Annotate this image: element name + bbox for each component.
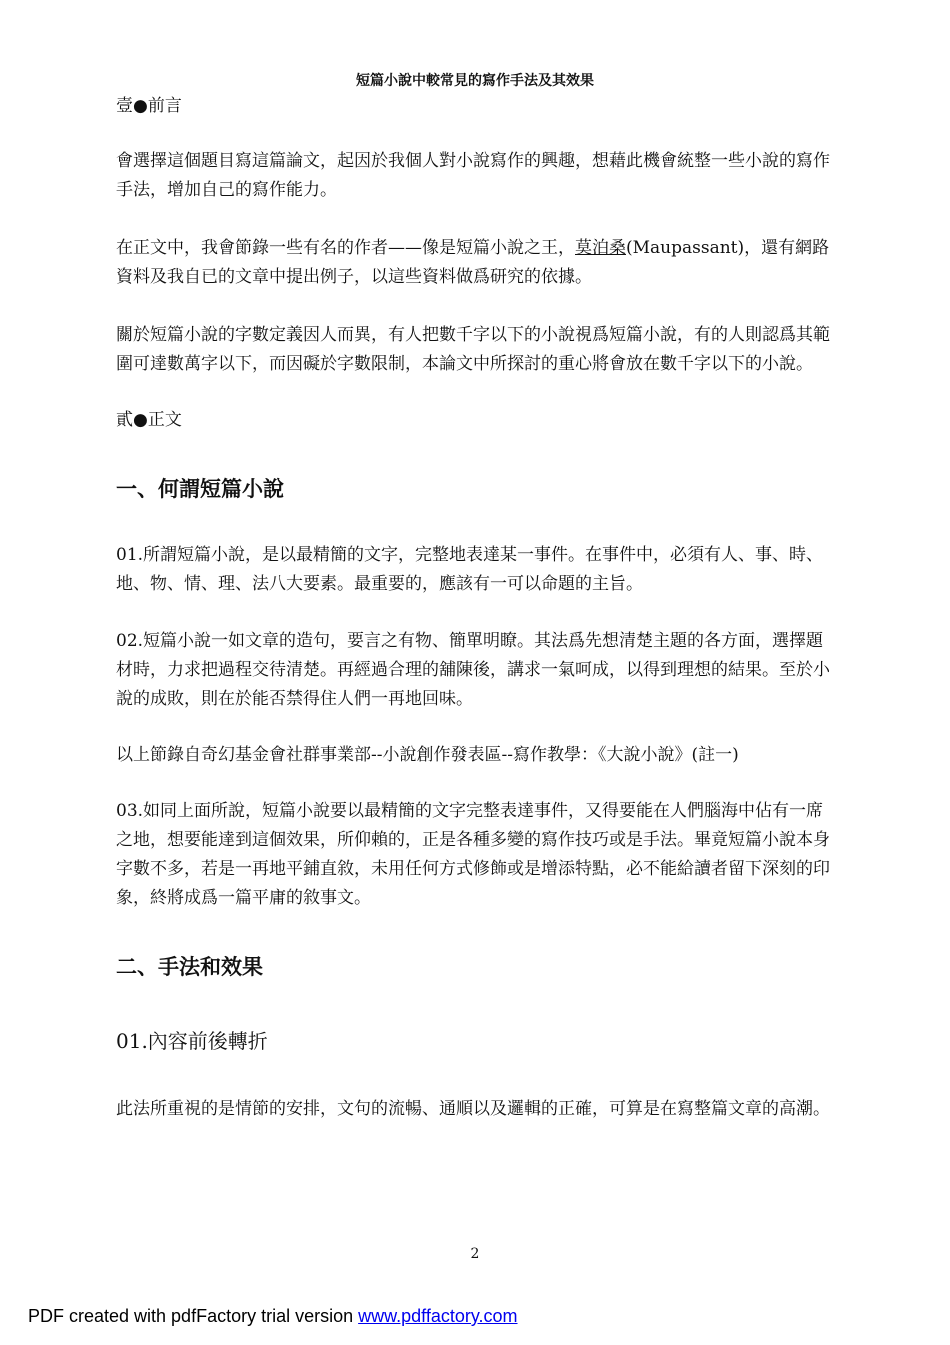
intro-p2-text-before: 在正文中，我會節錄一些有名的作者——像是短篇小說之王，	[116, 238, 575, 258]
paragraph-03: 03.如同上面所說，短篇小說要以最精簡的文字完整表達事件，又得要能在人們腦海中佔有一席之地，想要能達到這個效果，所仰賴的，正是各種多變的寫作技巧或是手法。畢竟短篇小說本身字數不多，若是一再地平鋪直敘，未用任何方式修飾或是增添特點，必不能給讀者留下深刻的印象，終將成爲一篇平庸的敘事文。	[116, 801, 830, 908]
intro-paragraph-2	[116, 234, 836, 292]
intro-paragraph-3: 關於短篇小說的字數定義因人而異，有人把數千字以下的小說視爲短篇小說，有的人則認爲其範圍可達數萬字以下，而因礙於字數限制，本論文中所探討的重心將會放在數千字以下的小說。	[116, 325, 830, 374]
heading-what-is-short-story: 一、何謂短篇小說	[116, 477, 284, 501]
final-paragraph: 此法所重視的是情節的安排，文句的流暢、通順以及邏輯的正確，可算是在寫整篇文章的高潮。	[116, 1099, 830, 1119]
section-intro-heading: 壹●前言	[116, 96, 182, 116]
citation-line: 以上節錄自奇幻基金會社群事業部--小說創作發表區--寫作教學：《大說小說》(註一)	[116, 745, 739, 765]
paragraph-01: 01.所謂短篇小說，是以最精簡的文字，完整地表達某一事件。在事件中，必須有人、事、時、地、物、情、理、法八大要素。最重要的，應該有一可以命題的主旨。	[116, 545, 824, 594]
pdf-footer	[28, 1306, 518, 1327]
document-body	[116, 92, 836, 1124]
author-name-underlined: 莫泊桑	[575, 238, 626, 258]
intro-paragraph-1: 會選擇這個題目寫這篇論文，起因於我個人對小說寫作的興趣，想藉此機會統整一些小說的寫作手法，增加自己的寫作能力。	[116, 151, 830, 200]
intro-p2-text-after: (Maupassant)，還有網路資料及我自已的文章中提出例子，以這些資料做爲研究的依據。	[116, 238, 830, 287]
heading-techniques-and-effects: 二、手法和效果	[116, 955, 263, 979]
page-number: 2	[470, 1246, 480, 1262]
paragraph-02: 02.短篇小說一如文章的造句，要言之有物、簡單明瞭。其法爲先想清楚主題的各方面，選擇題材時，力求把過程交待清楚。再經過合理的舖陳後，講求一氣呵成，以得到理想的結果。至於小說的成敗，則在於能否禁得住人們一再地回味。	[116, 631, 830, 709]
subheading-content-turns: 01.內容前後轉折	[116, 1029, 268, 1053]
running-title: 短篇小說中較常見的寫作手法及其效果	[356, 73, 594, 89]
pdffactory-link[interactable]: www.pdffactory.com	[358, 1306, 518, 1326]
section-body-heading: 貳●正文	[116, 410, 182, 430]
footer-text: PDF created with pdfFactory trial version	[28, 1306, 359, 1326]
